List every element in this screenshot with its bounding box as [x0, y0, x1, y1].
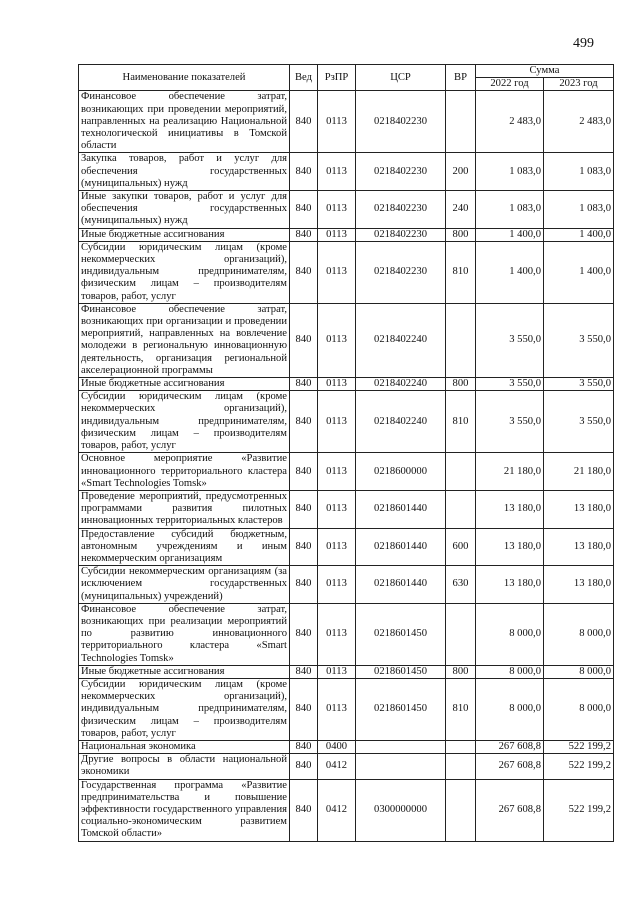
cell-name: Другие вопросы в области национальной экономики [79, 754, 290, 779]
cell-2022: 1 083,0 [476, 191, 544, 229]
cell-ved: 840 [290, 528, 318, 566]
cell-2023: 522 199,2 [544, 779, 614, 841]
cell-ved: 840 [290, 241, 318, 303]
cell-2023: 522 199,2 [544, 740, 614, 753]
header-sum: Сумма [476, 65, 614, 78]
cell-2023: 2 483,0 [544, 91, 614, 153]
cell-name: Закупка товаров, работ и услуг для обеспечения государственных (муниципальных) нужд [79, 153, 290, 191]
cell-csr: 0218402240 [356, 303, 446, 377]
cell-rzpr: 0113 [318, 665, 356, 678]
cell-rzpr: 0113 [318, 228, 356, 241]
cell-name: Иные бюджетные ассигнования [79, 228, 290, 241]
cell-2023: 522 199,2 [544, 754, 614, 779]
cell-name: Финансовое обеспечение затрат, возникающих при проведении мероприятий, направленных на реализацию Национальной технологической инициативы в Томской области [79, 91, 290, 153]
cell-2022: 8 000,0 [476, 665, 544, 678]
cell-rzpr: 0113 [318, 453, 356, 491]
table-row [79, 740, 614, 753]
cell-csr: 0218601450 [356, 603, 446, 665]
table-row [79, 391, 614, 453]
cell-name: Предоставление субсидий бюджетным, автономным учреждениям и иным некоммерческим организациям [79, 528, 290, 566]
cell-2023: 3 550,0 [544, 303, 614, 377]
cell-vr: 630 [446, 566, 476, 604]
cell-vr [446, 779, 476, 841]
cell-vr [446, 603, 476, 665]
cell-csr: 0218402230 [356, 91, 446, 153]
cell-ved: 840 [290, 754, 318, 779]
budget-table [78, 64, 614, 842]
cell-2022: 1 400,0 [476, 228, 544, 241]
cell-rzpr: 0113 [318, 490, 356, 528]
cell-2022: 1 083,0 [476, 153, 544, 191]
cell-ved: 840 [290, 303, 318, 377]
cell-2022: 267 608,8 [476, 779, 544, 841]
cell-ved: 840 [290, 191, 318, 229]
cell-2022: 1 400,0 [476, 241, 544, 303]
table-body [79, 91, 614, 841]
cell-csr: 0218601450 [356, 678, 446, 740]
cell-2023: 3 550,0 [544, 378, 614, 391]
cell-2023: 1 400,0 [544, 228, 614, 241]
cell-2023: 13 180,0 [544, 528, 614, 566]
cell-ved: 840 [290, 378, 318, 391]
cell-csr [356, 754, 446, 779]
header-2023: 2023 год [544, 78, 614, 91]
table-row [79, 490, 614, 528]
cell-name: Основное мероприятие «Развитие инновационного территориального кластера «Smart Technologies Tomsk» [79, 453, 290, 491]
cell-csr: 0218402230 [356, 228, 446, 241]
cell-ved: 840 [290, 228, 318, 241]
cell-vr: 240 [446, 191, 476, 229]
cell-2022: 3 550,0 [476, 391, 544, 453]
cell-vr: 810 [446, 391, 476, 453]
page-number: 499 [573, 36, 594, 51]
cell-rzpr: 0113 [318, 153, 356, 191]
cell-2023: 8 000,0 [544, 665, 614, 678]
cell-2022: 3 550,0 [476, 378, 544, 391]
cell-csr: 0218601440 [356, 490, 446, 528]
cell-ved: 840 [290, 678, 318, 740]
cell-csr: 0218601440 [356, 566, 446, 604]
cell-vr: 600 [446, 528, 476, 566]
cell-name: Финансовое обеспечение затрат, возникающих при организации и проведении мероприятий, направленных на вовлечение молодежи в региональную инновационную деятельность, организация региональной акселерационной программы [79, 303, 290, 377]
cell-2023: 8 000,0 [544, 603, 614, 665]
table-row [79, 91, 614, 153]
cell-csr: 0218402230 [356, 191, 446, 229]
cell-rzpr: 0113 [318, 678, 356, 740]
cell-rzpr: 0400 [318, 740, 356, 753]
cell-2022: 267 608,8 [476, 754, 544, 779]
cell-name: Иные бюджетные ассигнования [79, 378, 290, 391]
cell-rzpr: 0113 [318, 603, 356, 665]
cell-rzpr: 0113 [318, 303, 356, 377]
cell-name: Проведение мероприятий, предусмотренных программами развития пилотных инновационных территориальных кластеров [79, 490, 290, 528]
table-row [79, 241, 614, 303]
cell-ved: 840 [290, 603, 318, 665]
cell-vr [446, 453, 476, 491]
cell-ved: 840 [290, 453, 318, 491]
table-row [79, 566, 614, 604]
cell-name: Субсидии юридическим лицам (кроме некоммерческих организаций), индивидуальным предпринимателям, физическим лицам – производителям товаров, работ, услуг [79, 391, 290, 453]
cell-vr [446, 754, 476, 779]
table-row [79, 453, 614, 491]
cell-csr: 0218601440 [356, 528, 446, 566]
table-row [79, 603, 614, 665]
cell-2022: 8 000,0 [476, 603, 544, 665]
table-row [79, 678, 614, 740]
cell-rzpr: 0113 [318, 391, 356, 453]
table-row [79, 665, 614, 678]
cell-csr: 0218601450 [356, 665, 446, 678]
cell-rzpr: 0113 [318, 378, 356, 391]
cell-csr [356, 740, 446, 753]
table-row [79, 303, 614, 377]
header-rzpr: РзПР [318, 65, 356, 91]
cell-2022: 3 550,0 [476, 303, 544, 377]
cell-2023: 3 550,0 [544, 391, 614, 453]
cell-name: Финансовое обеспечение затрат, возникающих при реализации мероприятий по развитию инновационного территориального кластера «Smart Technologies Tomsk» [79, 603, 290, 665]
cell-2023: 13 180,0 [544, 566, 614, 604]
cell-name: Субсидии юридическим лицам (кроме некоммерческих организаций), индивидуальным предпринимателям, физическим лицам – производителям товаров, работ, услуг [79, 241, 290, 303]
cell-ved: 840 [290, 740, 318, 753]
header-vr: ВР [446, 65, 476, 91]
table-row [79, 378, 614, 391]
header-ved: Вед [290, 65, 318, 91]
cell-name: Субсидии юридическим лицам (кроме некоммерческих организаций), индивидуальным предпринимателям, физическим лицам – производителям товаров, работ, услуг [79, 678, 290, 740]
cell-rzpr: 0113 [318, 241, 356, 303]
table-row [79, 528, 614, 566]
cell-rzpr: 0113 [318, 91, 356, 153]
cell-2023: 8 000,0 [544, 678, 614, 740]
cell-name: Государственная программа «Развитие предпринимательства и повышение эффективности государственного управления социально-экономическим развитием Томской области» [79, 779, 290, 841]
cell-2023: 13 180,0 [544, 490, 614, 528]
cell-rzpr: 0113 [318, 566, 356, 604]
cell-csr: 0218402240 [356, 391, 446, 453]
cell-vr [446, 303, 476, 377]
table-row [79, 754, 614, 779]
cell-name: Национальная экономика [79, 740, 290, 753]
cell-csr: 0218402240 [356, 378, 446, 391]
cell-vr [446, 91, 476, 153]
cell-name: Иные бюджетные ассигнования [79, 665, 290, 678]
cell-ved: 840 [290, 779, 318, 841]
cell-rzpr: 0412 [318, 779, 356, 841]
cell-2022: 8 000,0 [476, 678, 544, 740]
cell-name: Субсидии некоммерческим организациям (за исключением государственных (муниципальных) учреждений) [79, 566, 290, 604]
cell-vr: 800 [446, 378, 476, 391]
cell-ved: 840 [290, 665, 318, 678]
table-row [79, 153, 614, 191]
cell-vr: 800 [446, 228, 476, 241]
cell-ved: 840 [290, 91, 318, 153]
table-row [79, 191, 614, 229]
cell-vr: 800 [446, 665, 476, 678]
cell-2022: 2 483,0 [476, 91, 544, 153]
cell-rzpr: 0113 [318, 191, 356, 229]
cell-name: Иные закупки товаров, работ и услуг для обеспечения государственных (муниципальных) нужд [79, 191, 290, 229]
cell-vr [446, 490, 476, 528]
cell-2022: 13 180,0 [476, 566, 544, 604]
table-row [79, 779, 614, 841]
table-row [79, 228, 614, 241]
cell-csr: 0218402230 [356, 153, 446, 191]
cell-csr: 0218600000 [356, 453, 446, 491]
cell-2022: 21 180,0 [476, 453, 544, 491]
cell-2022: 13 180,0 [476, 490, 544, 528]
cell-vr: 810 [446, 678, 476, 740]
cell-rzpr: 0412 [318, 754, 356, 779]
header-name: Наименование показателей [79, 65, 290, 91]
header-csr: ЦСР [356, 65, 446, 91]
cell-2023: 1 083,0 [544, 153, 614, 191]
cell-2023: 1 083,0 [544, 191, 614, 229]
cell-2023: 21 180,0 [544, 453, 614, 491]
cell-rzpr: 0113 [318, 528, 356, 566]
cell-vr: 810 [446, 241, 476, 303]
cell-2022: 13 180,0 [476, 528, 544, 566]
cell-vr [446, 740, 476, 753]
header-2022: 2022 год [476, 78, 544, 91]
cell-2022: 267 608,8 [476, 740, 544, 753]
cell-ved: 840 [290, 153, 318, 191]
cell-2023: 1 400,0 [544, 241, 614, 303]
cell-vr: 200 [446, 153, 476, 191]
cell-ved: 840 [290, 490, 318, 528]
cell-csr: 0218402230 [356, 241, 446, 303]
cell-ved: 840 [290, 566, 318, 604]
cell-ved: 840 [290, 391, 318, 453]
cell-csr: 0300000000 [356, 779, 446, 841]
